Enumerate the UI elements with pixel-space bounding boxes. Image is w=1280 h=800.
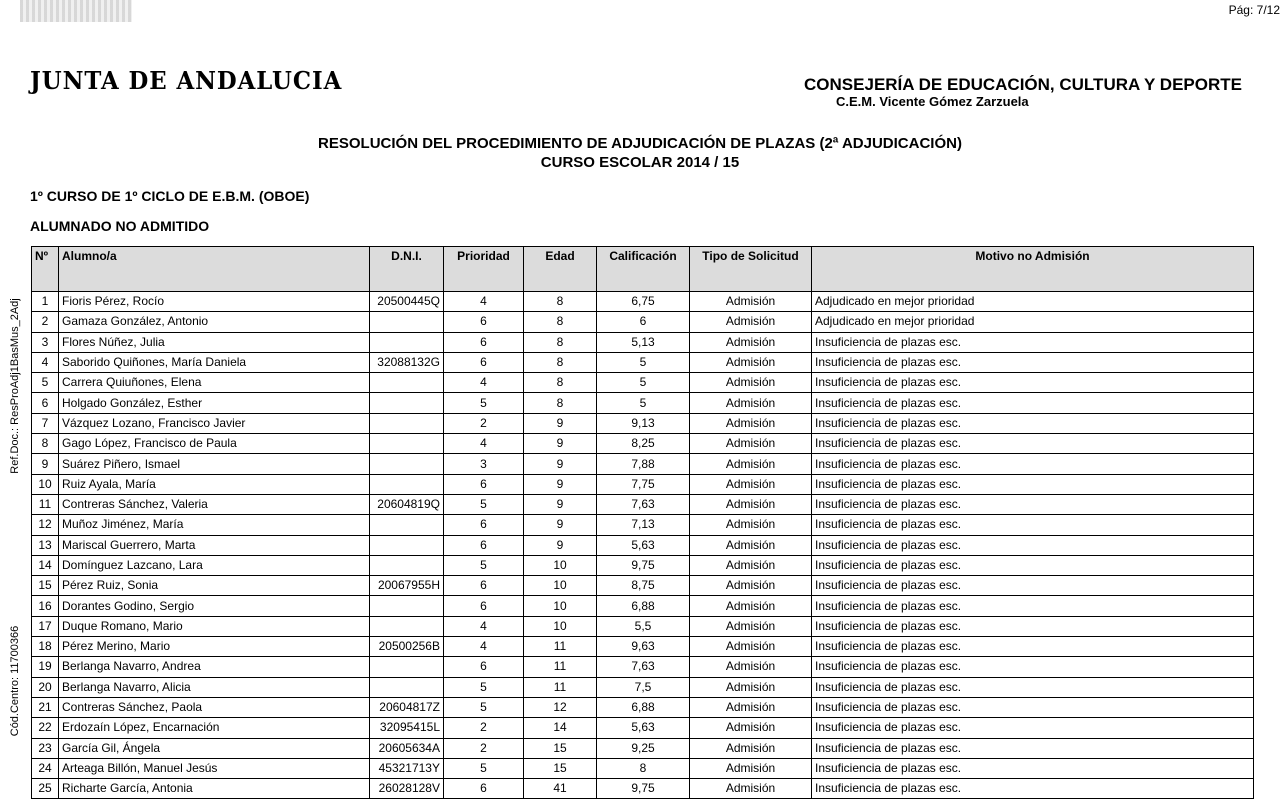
header-dni: D.N.I. bbox=[370, 247, 444, 292]
rejection-reason-cell: Insuficiencia de plazas esc. bbox=[812, 616, 1254, 636]
row-number-cell: 20 bbox=[32, 677, 59, 697]
request-type-cell: Admisión bbox=[690, 758, 812, 778]
age-cell: 9 bbox=[524, 454, 597, 474]
dni-cell bbox=[370, 677, 444, 697]
table-row bbox=[32, 434, 1254, 454]
age-cell: 8 bbox=[524, 352, 597, 372]
dni-cell: 20604819Q bbox=[370, 494, 444, 514]
request-type-cell: Admisión bbox=[690, 352, 812, 372]
table-row bbox=[32, 718, 1254, 738]
rejection-reason-cell: Insuficiencia de plazas esc. bbox=[812, 596, 1254, 616]
dni-cell: 32088132G bbox=[370, 352, 444, 372]
table-row bbox=[32, 535, 1254, 555]
side-document-reference: Ref.Doc.: ResProAdj1BasMus_2Adj bbox=[9, 298, 21, 474]
dni-cell: 20067955H bbox=[370, 576, 444, 596]
age-cell: 8 bbox=[524, 292, 597, 312]
header-grade: Calificación bbox=[597, 247, 690, 292]
priority-cell: 3 bbox=[444, 454, 524, 474]
rejection-reason-cell: Insuficiencia de plazas esc. bbox=[812, 474, 1254, 494]
table-row bbox=[32, 373, 1254, 393]
table-row bbox=[32, 697, 1254, 717]
request-type-cell: Admisión bbox=[690, 312, 812, 332]
header-number: Nº bbox=[32, 247, 59, 292]
page-number: Pág: 7/12 bbox=[1228, 3, 1280, 17]
priority-cell: 4 bbox=[444, 434, 524, 454]
rejection-reason-cell: Insuficiencia de plazas esc. bbox=[812, 555, 1254, 575]
dni-cell bbox=[370, 616, 444, 636]
course-title: 1º CURSO DE 1º CICLO DE E.B.M. (OBOE) bbox=[30, 188, 310, 204]
rejection-reason-cell: Insuficiencia de plazas esc. bbox=[812, 758, 1254, 778]
grade-cell: 9,63 bbox=[597, 637, 690, 657]
age-cell: 9 bbox=[524, 535, 597, 555]
request-type-cell: Admisión bbox=[690, 697, 812, 717]
row-number-cell: 9 bbox=[32, 454, 59, 474]
student-name-cell: Carrera Quiuñones, Elena bbox=[59, 373, 370, 393]
rejection-reason-cell: Insuficiencia de plazas esc. bbox=[812, 657, 1254, 677]
dni-cell bbox=[370, 312, 444, 332]
grade-cell: 8 bbox=[597, 758, 690, 778]
dni-cell bbox=[370, 332, 444, 352]
request-type-cell: Admisión bbox=[690, 718, 812, 738]
row-number-cell: 19 bbox=[32, 657, 59, 677]
age-cell: 15 bbox=[524, 738, 597, 758]
priority-cell: 5 bbox=[444, 677, 524, 697]
row-number-cell: 25 bbox=[32, 779, 59, 799]
dni-cell bbox=[370, 434, 444, 454]
age-cell: 9 bbox=[524, 434, 597, 454]
dni-cell: 32095415L bbox=[370, 718, 444, 738]
rejection-reason-cell: Insuficiencia de plazas esc. bbox=[812, 697, 1254, 717]
row-number-cell: 18 bbox=[32, 637, 59, 657]
request-type-cell: Admisión bbox=[690, 657, 812, 677]
request-type-cell: Admisión bbox=[690, 413, 812, 433]
rejection-reason-cell: Insuficiencia de plazas esc. bbox=[812, 373, 1254, 393]
grade-cell: 5,5 bbox=[597, 616, 690, 636]
grade-cell: 5,13 bbox=[597, 332, 690, 352]
row-number-cell: 4 bbox=[32, 352, 59, 372]
rejection-reason-cell: Insuficiencia de plazas esc. bbox=[812, 738, 1254, 758]
priority-cell: 6 bbox=[444, 779, 524, 799]
rejection-reason-cell: Insuficiencia de plazas esc. bbox=[812, 535, 1254, 555]
table-row bbox=[32, 596, 1254, 616]
grade-cell: 5 bbox=[597, 352, 690, 372]
dni-cell bbox=[370, 474, 444, 494]
rejection-reason-cell: Insuficiencia de plazas esc. bbox=[812, 393, 1254, 413]
priority-cell: 5 bbox=[444, 758, 524, 778]
row-number-cell: 21 bbox=[32, 697, 59, 717]
center-name: C.E.M. Vicente Gómez Zarzuela bbox=[836, 94, 1029, 109]
header-request-type: Tipo de Solicitud bbox=[690, 247, 812, 292]
age-cell: 10 bbox=[524, 576, 597, 596]
rejection-reason-cell: Adjudicado en mejor prioridad bbox=[812, 292, 1254, 312]
priority-cell: 6 bbox=[444, 596, 524, 616]
table-header-row bbox=[32, 247, 1254, 292]
department-name: CONSEJERÍA DE EDUCACIÓN, CULTURA Y DEPORTE bbox=[804, 75, 1242, 94]
dni-cell bbox=[370, 555, 444, 575]
grade-cell: 7,5 bbox=[597, 677, 690, 697]
row-number-cell: 13 bbox=[32, 535, 59, 555]
rejection-reason-cell: Insuficiencia de plazas esc. bbox=[812, 637, 1254, 657]
dni-cell bbox=[370, 657, 444, 677]
age-cell: 8 bbox=[524, 312, 597, 332]
grade-cell: 9,25 bbox=[597, 738, 690, 758]
row-number-cell: 17 bbox=[32, 616, 59, 636]
priority-cell: 6 bbox=[444, 535, 524, 555]
age-cell: 10 bbox=[524, 616, 597, 636]
age-cell: 10 bbox=[524, 596, 597, 616]
request-type-cell: Admisión bbox=[690, 738, 812, 758]
grade-cell: 5,63 bbox=[597, 535, 690, 555]
dni-cell bbox=[370, 413, 444, 433]
header-student: Alumno/a bbox=[59, 247, 370, 292]
request-type-cell: Admisión bbox=[690, 292, 812, 312]
grade-cell: 9,13 bbox=[597, 413, 690, 433]
table-row bbox=[32, 393, 1254, 413]
priority-cell: 6 bbox=[444, 474, 524, 494]
student-name-cell: Holgado González, Esther bbox=[59, 393, 370, 413]
priority-cell: 6 bbox=[444, 312, 524, 332]
age-cell: 8 bbox=[524, 393, 597, 413]
resolution-heading bbox=[0, 134, 1280, 172]
rejection-reason-cell: Insuficiencia de plazas esc. bbox=[812, 332, 1254, 352]
grade-cell: 6 bbox=[597, 312, 690, 332]
age-cell: 11 bbox=[524, 657, 597, 677]
row-number-cell: 8 bbox=[32, 434, 59, 454]
grade-cell: 7,75 bbox=[597, 474, 690, 494]
table-row bbox=[32, 413, 1254, 433]
grade-cell: 6,88 bbox=[597, 697, 690, 717]
grade-cell: 5 bbox=[597, 373, 690, 393]
request-type-cell: Admisión bbox=[690, 454, 812, 474]
priority-cell: 2 bbox=[444, 413, 524, 433]
student-name-cell: Richarte García, Antonia bbox=[59, 779, 370, 799]
org-name: JUNTA DE ANDALUCIA bbox=[30, 66, 343, 95]
row-number-cell: 11 bbox=[32, 494, 59, 514]
request-type-cell: Admisión bbox=[690, 393, 812, 413]
rejection-reason-cell: Insuficiencia de plazas esc. bbox=[812, 352, 1254, 372]
dni-cell bbox=[370, 454, 444, 474]
request-type-cell: Admisión bbox=[690, 576, 812, 596]
priority-cell: 6 bbox=[444, 515, 524, 535]
student-name-cell: Arteaga Billón, Manuel Jesús bbox=[59, 758, 370, 778]
row-number-cell: 24 bbox=[32, 758, 59, 778]
priority-cell: 6 bbox=[444, 576, 524, 596]
age-cell: 8 bbox=[524, 373, 597, 393]
header-age: Edad bbox=[524, 247, 597, 292]
grade-cell: 9,75 bbox=[597, 555, 690, 575]
dni-cell: 20500445Q bbox=[370, 292, 444, 312]
dni-cell bbox=[370, 373, 444, 393]
request-type-cell: Admisión bbox=[690, 637, 812, 657]
table-row bbox=[32, 657, 1254, 677]
age-cell: 9 bbox=[524, 413, 597, 433]
priority-cell: 5 bbox=[444, 494, 524, 514]
rejection-reason-cell: Insuficiencia de plazas esc. bbox=[812, 515, 1254, 535]
table-row bbox=[32, 677, 1254, 697]
request-type-cell: Admisión bbox=[690, 616, 812, 636]
table-row bbox=[32, 758, 1254, 778]
student-name-cell: Pérez Ruiz, Sonia bbox=[59, 576, 370, 596]
priority-cell: 5 bbox=[444, 393, 524, 413]
rejection-reason-cell: Insuficiencia de plazas esc. bbox=[812, 454, 1254, 474]
table-row bbox=[32, 637, 1254, 657]
age-cell: 14 bbox=[524, 718, 597, 738]
table-row bbox=[32, 779, 1254, 799]
school-year: CURSO ESCOLAR 2014 / 15 bbox=[540, 154, 740, 171]
header-rejection-reason: Motivo no Admisión bbox=[812, 247, 1254, 292]
dni-cell: 26028128V bbox=[370, 779, 444, 799]
rejection-reason-cell: Insuficiencia de plazas esc. bbox=[812, 677, 1254, 697]
age-cell: 11 bbox=[524, 677, 597, 697]
request-type-cell: Admisión bbox=[690, 535, 812, 555]
table-row bbox=[32, 555, 1254, 575]
resolution-title: RESOLUCIÓN DEL PROCEDIMIENTO DE ADJUDICACIÓN DE PLAZAS (2ª ADJUDICACIÓN) bbox=[318, 135, 962, 152]
row-number-cell: 12 bbox=[32, 515, 59, 535]
student-name-cell: Mariscal Guerrero, Marta bbox=[59, 535, 370, 555]
age-cell: 9 bbox=[524, 494, 597, 514]
student-name-cell: Gago López, Francisco de Paula bbox=[59, 434, 370, 454]
age-cell: 41 bbox=[524, 779, 597, 799]
header-logo-fragment bbox=[20, 0, 132, 22]
side-center-code: Cód.Centro: 11700366 bbox=[9, 625, 21, 737]
grade-cell: 9,75 bbox=[597, 779, 690, 799]
table-row bbox=[32, 312, 1254, 332]
grade-cell: 6,75 bbox=[597, 292, 690, 312]
request-type-cell: Admisión bbox=[690, 373, 812, 393]
row-number-cell: 5 bbox=[32, 373, 59, 393]
grade-cell: 7,63 bbox=[597, 494, 690, 514]
row-number-cell: 7 bbox=[32, 413, 59, 433]
rejection-reason-cell: Insuficiencia de plazas esc. bbox=[812, 413, 1254, 433]
request-type-cell: Admisión bbox=[690, 474, 812, 494]
section-title: ALUMNADO NO ADMITIDO bbox=[30, 218, 210, 234]
table-row bbox=[32, 515, 1254, 535]
priority-cell: 5 bbox=[444, 697, 524, 717]
grade-cell: 7,13 bbox=[597, 515, 690, 535]
student-name-cell: Duque Romano, Mario bbox=[59, 616, 370, 636]
rejection-reason-cell: Insuficiencia de plazas esc. bbox=[812, 718, 1254, 738]
row-number-cell: 15 bbox=[32, 576, 59, 596]
priority-cell: 2 bbox=[444, 738, 524, 758]
grade-cell: 6,88 bbox=[597, 596, 690, 616]
grade-cell: 8,75 bbox=[597, 576, 690, 596]
dni-cell bbox=[370, 393, 444, 413]
table-row bbox=[32, 494, 1254, 514]
table-row bbox=[32, 352, 1254, 372]
table-row bbox=[32, 292, 1254, 312]
student-name-cell: Saborido Quiñones, María Daniela bbox=[59, 352, 370, 372]
priority-cell: 2 bbox=[444, 718, 524, 738]
age-cell: 9 bbox=[524, 515, 597, 535]
row-number-cell: 1 bbox=[32, 292, 59, 312]
dni-cell: 20500256B bbox=[370, 637, 444, 657]
row-number-cell: 10 bbox=[32, 474, 59, 494]
row-number-cell: 22 bbox=[32, 718, 59, 738]
age-cell: 15 bbox=[524, 758, 597, 778]
table-row bbox=[32, 332, 1254, 352]
non-admitted-students-table bbox=[31, 246, 1254, 799]
student-name-cell: Dorantes Godino, Sergio bbox=[59, 596, 370, 616]
student-name-cell: Muñoz Jiménez, María bbox=[59, 515, 370, 535]
rejection-reason-cell: Adjudicado en mejor prioridad bbox=[812, 312, 1254, 332]
request-type-cell: Admisión bbox=[690, 434, 812, 454]
request-type-cell: Admisión bbox=[690, 515, 812, 535]
table-row bbox=[32, 738, 1254, 758]
row-number-cell: 16 bbox=[32, 596, 59, 616]
table-row bbox=[32, 454, 1254, 474]
rejection-reason-cell: Insuficiencia de plazas esc. bbox=[812, 434, 1254, 454]
row-number-cell: 2 bbox=[32, 312, 59, 332]
table-row bbox=[32, 576, 1254, 596]
request-type-cell: Admisión bbox=[690, 779, 812, 799]
row-number-cell: 6 bbox=[32, 393, 59, 413]
age-cell: 8 bbox=[524, 332, 597, 352]
student-name-cell: Fioris Pérez, Rocío bbox=[59, 292, 370, 312]
student-name-cell: Gamaza González, Antonio bbox=[59, 312, 370, 332]
priority-cell: 6 bbox=[444, 352, 524, 372]
request-type-cell: Admisión bbox=[690, 596, 812, 616]
priority-cell: 4 bbox=[444, 373, 524, 393]
student-name-cell: Contreras Sánchez, Paola bbox=[59, 697, 370, 717]
request-type-cell: Admisión bbox=[690, 555, 812, 575]
priority-cell: 6 bbox=[444, 332, 524, 352]
header-priority: Prioridad bbox=[444, 247, 524, 292]
row-number-cell: 23 bbox=[32, 738, 59, 758]
student-name-cell: Domínguez Lazcano, Lara bbox=[59, 555, 370, 575]
dni-cell: 45321713Y bbox=[370, 758, 444, 778]
dni-cell: 20605634A bbox=[370, 738, 444, 758]
rejection-reason-cell: Insuficiencia de plazas esc. bbox=[812, 494, 1254, 514]
rejection-reason-cell: Insuficiencia de plazas esc. bbox=[812, 779, 1254, 799]
priority-cell: 4 bbox=[444, 616, 524, 636]
grade-cell: 8,25 bbox=[597, 434, 690, 454]
student-name-cell: Erdozaín López, Encarnación bbox=[59, 718, 370, 738]
priority-cell: 6 bbox=[444, 657, 524, 677]
student-name-cell: Berlanga Navarro, Alicia bbox=[59, 677, 370, 697]
dni-cell bbox=[370, 515, 444, 535]
student-name-cell: Pérez Merino, Mario bbox=[59, 637, 370, 657]
priority-cell: 4 bbox=[444, 637, 524, 657]
rejection-reason-cell: Insuficiencia de plazas esc. bbox=[812, 576, 1254, 596]
grade-cell: 7,88 bbox=[597, 454, 690, 474]
table-row bbox=[32, 474, 1254, 494]
table-row bbox=[32, 616, 1254, 636]
student-name-cell: Berlanga Navarro, Andrea bbox=[59, 657, 370, 677]
priority-cell: 5 bbox=[444, 555, 524, 575]
student-name-cell: Vázquez Lozano, Francisco Javier bbox=[59, 413, 370, 433]
request-type-cell: Admisión bbox=[690, 677, 812, 697]
age-cell: 9 bbox=[524, 474, 597, 494]
student-name-cell: Contreras Sánchez, Valeria bbox=[59, 494, 370, 514]
priority-cell: 4 bbox=[444, 292, 524, 312]
row-number-cell: 3 bbox=[32, 332, 59, 352]
age-cell: 12 bbox=[524, 697, 597, 717]
age-cell: 10 bbox=[524, 555, 597, 575]
grade-cell: 5,63 bbox=[597, 718, 690, 738]
student-name-cell: Suárez Piñero, Ismael bbox=[59, 454, 370, 474]
row-number-cell: 14 bbox=[32, 555, 59, 575]
dni-cell bbox=[370, 596, 444, 616]
age-cell: 11 bbox=[524, 637, 597, 657]
request-type-cell: Admisión bbox=[690, 332, 812, 352]
dni-cell bbox=[370, 535, 444, 555]
student-name-cell: García Gil, Ángela bbox=[59, 738, 370, 758]
grade-cell: 5 bbox=[597, 393, 690, 413]
request-type-cell: Admisión bbox=[690, 494, 812, 514]
dni-cell: 20604817Z bbox=[370, 697, 444, 717]
student-name-cell: Flores Núñez, Julia bbox=[59, 332, 370, 352]
student-name-cell: Ruiz Ayala, María bbox=[59, 474, 370, 494]
grade-cell: 7,63 bbox=[597, 657, 690, 677]
